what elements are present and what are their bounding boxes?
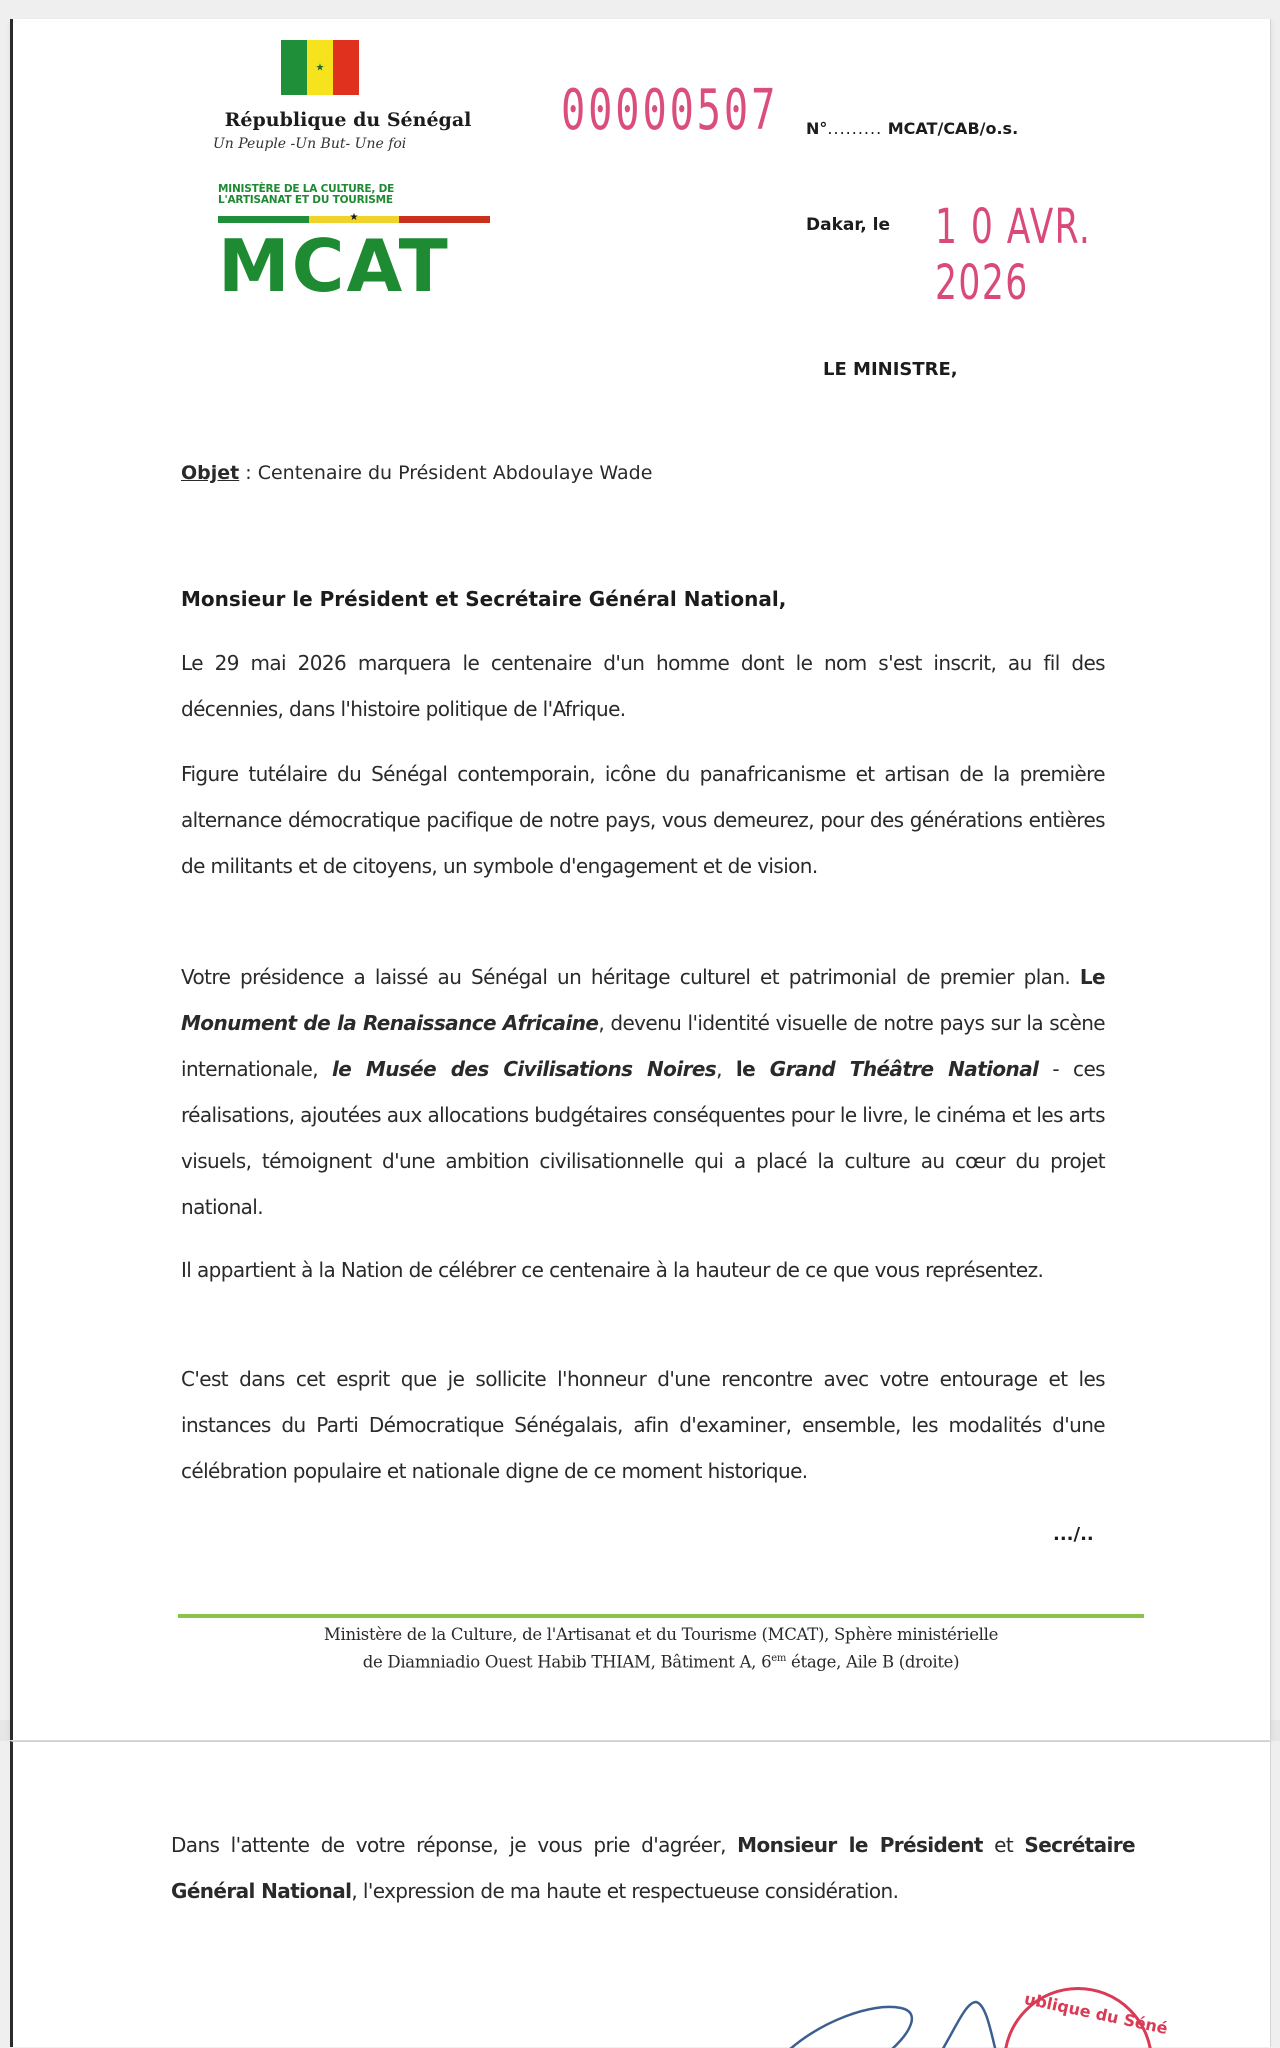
paragraph-4: Il appartient à la Nation de célébrer ce centenaire à la hauteur de ce que vous représentez. <box>181 1258 1044 1282</box>
footer-rule <box>178 1614 1144 1618</box>
subject-label: Objet <box>181 462 240 484</box>
reference-number-stamp: 00000507 <box>561 78 779 143</box>
text-run: Votre présidence a laissé au Sénégal un héritage culturel et patrimonial de premier plan. <box>181 965 1080 989</box>
theatre-name: Grand Théâtre National <box>769 1057 1039 1081</box>
continuation-mark: .../.. <box>1053 1524 1094 1545</box>
text-run: , <box>716 1057 736 1081</box>
museum-name: le Musée des Civilisations Noires <box>332 1057 717 1081</box>
star-icon: ★ <box>315 61 325 73</box>
text-run: , devenu l'identité visuelle de notre pays sur la scène internationale, <box>181 1011 1105 1081</box>
footer-line-1: Ministère de la Culture, de l'Artisanat et du Tourisme (MCAT), Sphère ministérielle <box>323 1625 999 1644</box>
footer-address <box>178 1623 1144 1675</box>
seal-text: ublique du Séné <box>1022 1989 1170 2038</box>
signature <box>781 1932 1041 2048</box>
letter-page-2 <box>10 1741 1271 2047</box>
national-motto: Un Peuple -Un But- Une foi <box>213 136 407 152</box>
footer-text: de Diamniadio Ouest Habib THIAM, Bâtiment A, 6 <box>362 1652 772 1672</box>
monument-name: Monument de la Renaissance Africaine <box>181 1011 599 1035</box>
letter-page-1 <box>10 19 1271 1740</box>
text-run: Dans l'attente de votre réponse, je vous prie d'agréer, <box>171 1833 738 1857</box>
tricolor-bar <box>218 212 490 223</box>
paragraph-5: C'est dans cet esprit que je sollicite l'honneur d'une rencontre avec votre entourage et les instances du Parti Démocratique Sénégalais, afin d'examiner, ensemble, les modalités d'une célébration populaire et nationale digne de ce moment historique. <box>181 1367 1105 1483</box>
reference-prefix: N° <box>806 119 828 138</box>
text-run: , l'expression de ma haute et respectueuse considération. <box>351 1879 899 1903</box>
senegal-flag <box>281 40 359 95</box>
text-run-bold: Secrétaire Général National <box>171 1833 1135 1903</box>
paragraph-3 <box>181 954 1105 1230</box>
sender-title: LE MINISTRE, <box>823 359 958 380</box>
footer-text: étage, Aile B (droite) <box>786 1652 960 1672</box>
text-run: et <box>982 1833 1025 1857</box>
date-stamp: 1 0 AVR. 2026 <box>935 199 1092 311</box>
place: Dakar, le <box>806 215 890 235</box>
mcat-logo: MCAT <box>218 224 450 308</box>
subject-text: Centenaire du Président Abdoulaye Wade <box>257 462 653 484</box>
footer-sup: em <box>771 1653 787 1664</box>
reference-line <box>806 119 1018 138</box>
text-run: - ces réalisations, ajoutées aux allocations budgétaires conséquentes pour le livre, le cinéma et les arts visuels, témoignent d'une ambition civilisationnelle qui a placé la culture au cœur du projet national. <box>181 1057 1105 1219</box>
reference-code: MCAT/CAB/o.s. <box>887 119 1019 138</box>
salutation: Monsieur le Président et Secrétaire Général National, <box>181 587 787 611</box>
ministry-name: MINISTÈRE DE LA CULTURE, DE L'ARTISANAT ET DU TOURISME <box>218 183 395 206</box>
text-run-bold: Monsieur le Président <box>737 1833 983 1857</box>
paragraph-2: Figure tutélaire du Sénégal contemporain, icône du panafricanisme et artisan de la première alternance démocratique pacifique de notre pays, vous demeurez, pour des générations entières de militants et de citoyens, un symbole d'engagement et de vision. <box>181 762 1105 878</box>
text-run-bold: le <box>735 1057 770 1081</box>
closing-paragraph <box>171 1822 1135 1914</box>
country-name: République du Sénégal <box>224 109 472 131</box>
paragraph-1: Le 29 mai 2026 marquera le centenaire d'un homme dont le nom s'est inscrit, au fil des décennies, dans l'histoire politique de l'Afrique. <box>181 651 1105 721</box>
subject-line <box>181 462 652 484</box>
reference-dots: ......... <box>827 119 883 138</box>
text-run-bold: Le <box>1079 965 1105 989</box>
footer-line-2 <box>178 1647 1144 1675</box>
subject-separator: : <box>239 462 258 484</box>
star-icon: ★ <box>349 212 359 223</box>
